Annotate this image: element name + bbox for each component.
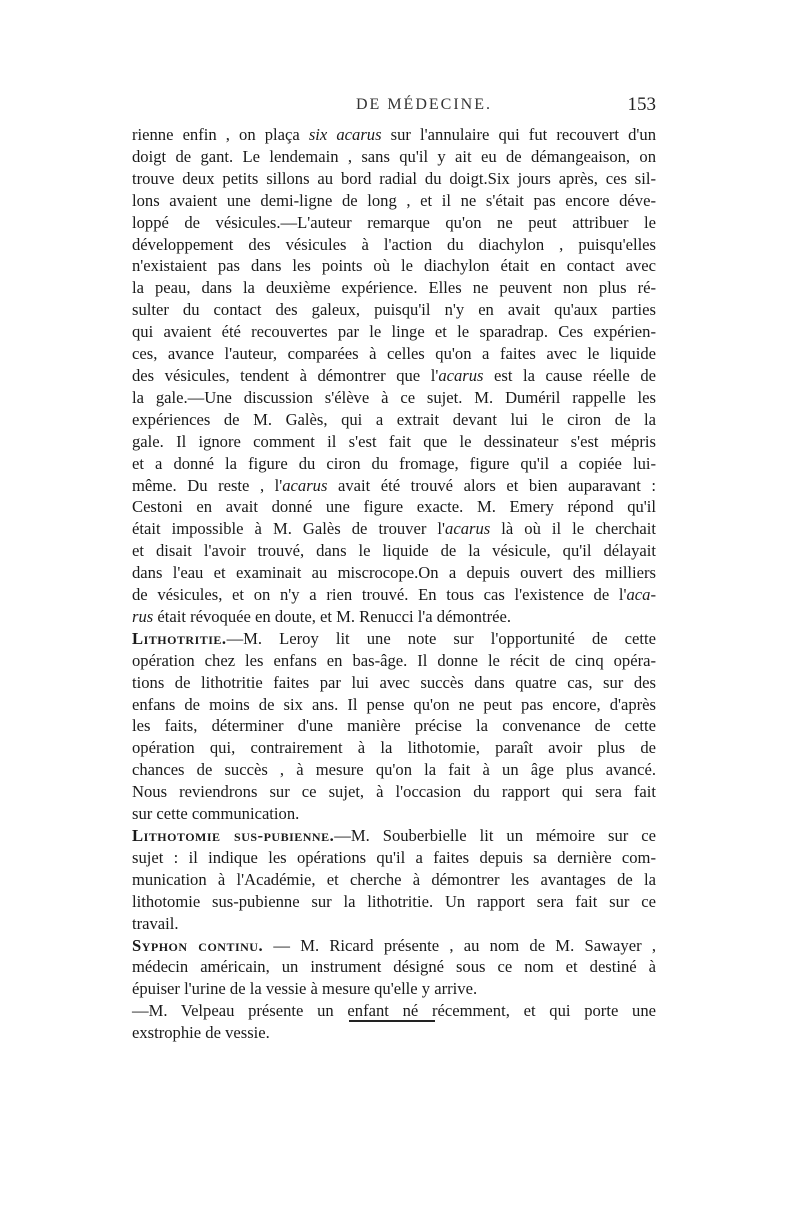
text-run: et disait l'avoir trouvé, dans le liquide de la vésicule, qu'il délayait bbox=[132, 541, 656, 561]
text-line bbox=[132, 606, 656, 628]
text-run: était impossible à M. Galès de trouver l' bbox=[132, 519, 446, 539]
text-line bbox=[132, 1022, 656, 1044]
para-lithotritie bbox=[132, 628, 656, 825]
text-run: tions de lithotritie faites par lui avec succès dans quatre cas, sur des bbox=[132, 672, 656, 692]
text-line bbox=[132, 628, 656, 650]
text-run: est la cause réelle de bbox=[483, 365, 656, 385]
text-line bbox=[132, 321, 656, 343]
page-header bbox=[130, 96, 656, 126]
text-run: — M. Ricard présente , au nom de M. Sawayer , bbox=[263, 935, 656, 955]
text-run: des vésicules, tendent à démontrer que l' bbox=[132, 365, 439, 385]
text-run: lons avaient une demi-ligne de long , et il ne s'était pas encore déve- bbox=[132, 190, 656, 210]
text-run: la gale.—Une discussion s'élève à ce sujet. M. Duméril rappelle les bbox=[132, 387, 656, 407]
text-run: —M. Velpeau présente un enfant né récemment, et qui porte une bbox=[132, 1001, 656, 1021]
text-line bbox=[132, 781, 656, 803]
text-run: acarus bbox=[445, 519, 491, 539]
text-run: dans l'eau et examinait au miscrocope.On a depuis ouvert des milliers bbox=[132, 563, 656, 583]
text-line bbox=[132, 935, 656, 957]
text-run: développement des vésicules à l'action du diachylon , puisqu'elles bbox=[132, 234, 656, 254]
text-run: les faits, déterminer d'une manière précise la convenance de cette bbox=[132, 716, 656, 736]
text-run: gale. Il ignore comment il s'est fait que le dessinateur s'est mépris bbox=[132, 431, 656, 451]
text-line bbox=[132, 978, 656, 1000]
text-run: Cestoni en avait donné une figure exacte. M. Emery répond qu'il bbox=[132, 497, 656, 517]
text-run: sur l'annulaire qui fut recouvert d'un bbox=[381, 125, 656, 144]
text-run: exstrophie de vessie. bbox=[132, 1023, 270, 1043]
text-run: expériences de M. Galès, qui a extrait devant lui le ciron de la bbox=[132, 409, 656, 429]
text-run: épuiser l'urine de la vessie à mesure qu'elle y arrive. bbox=[132, 979, 478, 999]
running-title: DE MÉDECINE. bbox=[356, 96, 492, 113]
text-run: acarus bbox=[282, 475, 328, 495]
text-line bbox=[132, 1000, 656, 1022]
text-run: sujet : il indique les opérations qu'il a faites depuis sa dernière com- bbox=[132, 847, 656, 867]
text-run: de vésicules, et on n'y a rien trouvé. En tous cas l'existence de l' bbox=[132, 585, 627, 605]
text-line bbox=[132, 475, 656, 497]
text-run: ces, avance l'auteur, comparées à celles qu'on a faites avec le liquide bbox=[132, 344, 656, 364]
text-line bbox=[132, 715, 656, 737]
para-acarus bbox=[132, 124, 656, 628]
text-line bbox=[132, 825, 656, 847]
text-run: même. Du reste , l' bbox=[132, 475, 283, 495]
text-line bbox=[132, 255, 656, 277]
text-line bbox=[132, 869, 656, 891]
section-heading: Lithotritie. bbox=[132, 628, 227, 648]
text-run: opération chez les enfans en bas-âge. Il donne le récit de cinq opéra- bbox=[132, 650, 656, 670]
text-line bbox=[132, 146, 656, 168]
text-line bbox=[132, 891, 656, 913]
text-line bbox=[132, 694, 656, 716]
text-run: trouve deux petits sillons au bord radial du doigt.Six jours après, ces sil- bbox=[132, 168, 656, 188]
text-line bbox=[132, 343, 656, 365]
para-lithotomie bbox=[132, 825, 656, 935]
text-run: loppé de vésicules.—L'auteur remarque qu'on ne peut attribuer le bbox=[132, 212, 656, 232]
text-run: —M. Souberbielle lit un mémoire sur ce bbox=[334, 826, 656, 845]
text-line bbox=[132, 234, 656, 256]
text-line bbox=[132, 737, 656, 759]
text-line bbox=[132, 212, 656, 234]
text-line bbox=[132, 496, 656, 518]
text-run: doigt de gant. Le lendemain , sans qu'il y ait eu de démangeaison, on bbox=[132, 146, 656, 166]
text-line bbox=[132, 453, 656, 475]
text-run: était révoquée en doute, et M. Renucci l'a démontrée. bbox=[153, 606, 511, 626]
body-text bbox=[132, 124, 656, 1044]
text-line bbox=[132, 956, 656, 978]
text-run: qui avaient été recouvertes par le linge et le sparadrap. Ces expérien- bbox=[132, 322, 656, 342]
text-run: six acarus bbox=[308, 125, 382, 144]
text-run: Nous reviendrons sur ce sujet, à l'occasion du rapport qui sera fait bbox=[132, 782, 656, 802]
text-run: acarus bbox=[438, 365, 484, 385]
text-line bbox=[132, 190, 656, 212]
text-line bbox=[132, 409, 656, 431]
text-run: opération qui, contrairement à la lithotomie, paraît avoir plus de bbox=[132, 738, 656, 758]
para-velpeau bbox=[132, 1000, 656, 1044]
text-line bbox=[132, 584, 656, 606]
page-number: 153 bbox=[627, 94, 656, 115]
text-line bbox=[132, 650, 656, 672]
para-syphon bbox=[132, 935, 656, 1001]
text-run: chances de succès , à mesure qu'on la fait à un âge plus avancé. bbox=[132, 760, 656, 780]
text-run: lithotomie sus-pubienne sur la lithotritie. Un rapport sera fait sur ce bbox=[132, 891, 656, 911]
text-line bbox=[132, 387, 656, 409]
text-line bbox=[132, 518, 656, 540]
text-line bbox=[132, 803, 656, 825]
text-line bbox=[132, 124, 656, 146]
text-line bbox=[132, 672, 656, 694]
text-line bbox=[132, 299, 656, 321]
text-run: la peau, dans la deuxième expérience. Elles ne peuvent non plus ré- bbox=[132, 278, 656, 298]
text-run: sulter du contact des galeux, puisqu'il n'y en avait qu'aux parties bbox=[132, 300, 656, 320]
text-line bbox=[132, 365, 656, 387]
text-run: médecin américain, un instrument désigné sous ce nom et destiné à bbox=[132, 957, 656, 977]
section-heading: Syphon continu. bbox=[132, 935, 264, 955]
text-line bbox=[132, 277, 656, 299]
text-run: munication à l'Académie, et cherche à démontrer les avantages de la bbox=[132, 869, 656, 889]
text-run: là où il le cherchait bbox=[490, 519, 656, 539]
text-run: aca- bbox=[626, 585, 656, 605]
text-run: sur cette communication. bbox=[132, 804, 300, 824]
text-line bbox=[132, 168, 656, 190]
text-run: —M. Leroy lit une note sur l'opportunité de cette bbox=[226, 628, 656, 648]
text-line bbox=[132, 562, 656, 584]
text-run: rus bbox=[132, 606, 154, 626]
section-heading: Lithotomie sus-pubienne. bbox=[132, 826, 335, 845]
section-end-rule bbox=[349, 1020, 435, 1022]
text-run: n'existaient pas dans les points où le diachylon était en contact avec bbox=[132, 256, 656, 276]
text-line bbox=[132, 847, 656, 869]
text-run: rienne enfin , on plaça bbox=[132, 125, 309, 144]
text-run: enfans de moins de six ans. Il pense qu'on ne peut pas encore, d'après bbox=[132, 694, 656, 714]
text-line bbox=[132, 759, 656, 781]
text-run: et a donné la figure du ciron du fromage, figure qu'il a copiée lui- bbox=[132, 453, 656, 473]
text-line bbox=[132, 431, 656, 453]
text-run: avait été trouvé alors et bien auparavant : bbox=[327, 475, 656, 495]
text-line bbox=[132, 913, 656, 935]
text-line bbox=[132, 540, 656, 562]
text-run: travail. bbox=[132, 913, 179, 933]
